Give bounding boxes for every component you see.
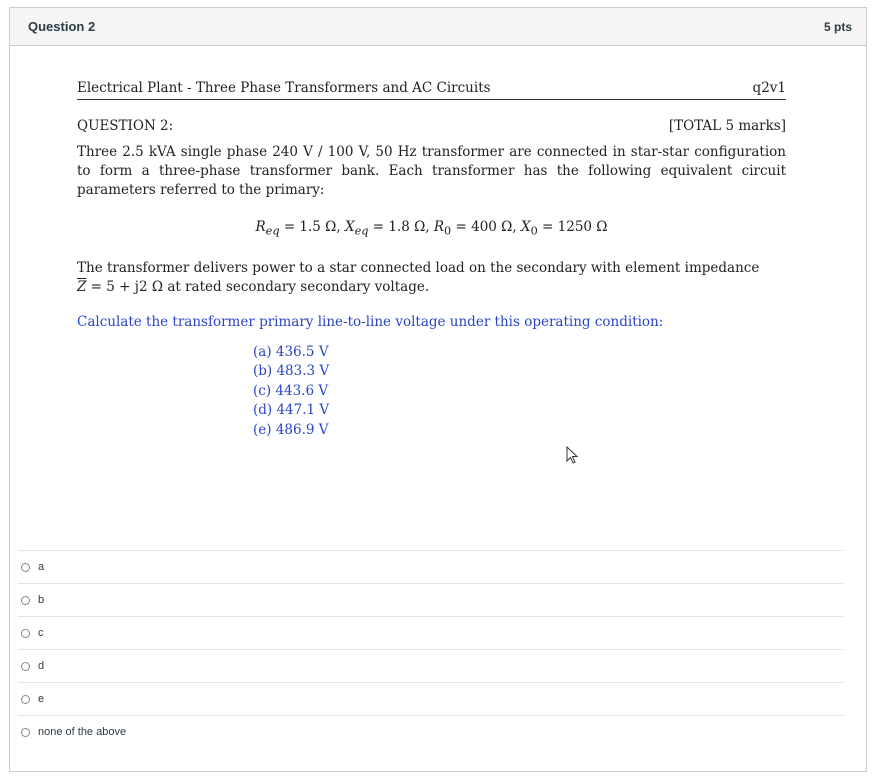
answer-option-a[interactable] (18, 550, 844, 583)
answer-label: none of the above (38, 726, 127, 738)
radio-button[interactable] (21, 596, 30, 605)
question-label: QUESTION 2: (77, 118, 174, 134)
mouse-cursor-icon (566, 446, 580, 466)
printed-options (253, 343, 786, 441)
question-paragraph-1: Three 2.5 kVA single phase 240 V / 100 V, 50 Hz transformer are connected in star-star configuration to form a three-phase transformer bank. Each transformer has the following equivalent circuit parameters referred to the primary: (77, 144, 786, 198)
answer-option-b[interactable] (18, 583, 844, 616)
answer-option-c[interactable] (18, 616, 844, 649)
paper-header-title: Electrical Plant - Three Phase Transformers and AC Circuits (77, 80, 491, 96)
question-label-row (77, 118, 786, 134)
question-points: 5 pts (823, 19, 852, 34)
question-image (77, 80, 786, 440)
impedance-symbol: $\overline{Z}$ (77, 278, 87, 295)
printed-option: (e) 486.9 V (253, 421, 329, 438)
req-value: = 1.5 Ω, (283, 219, 345, 235)
radio-button[interactable] (21, 728, 30, 737)
radio-button[interactable] (21, 563, 30, 572)
answer-option-none[interactable] (18, 715, 844, 748)
xeq-value: = 1.8 Ω, (372, 219, 434, 235)
paper-header (77, 80, 786, 100)
answer-label: d (38, 660, 45, 672)
question-title: Question 2 (28, 19, 96, 34)
printed-option: (a) 436.5 V (253, 343, 329, 360)
x0-value: = 1250 Ω (542, 219, 608, 235)
r0-value: = 400 Ω, (455, 219, 521, 235)
total-marks: [TOTAL 5 marks] (668, 118, 786, 134)
parameters-equation: $R_{eq} = 1.5$ Ω, $X_{eq} = 1.8$ Ω, $R_0 = 400$ Ω, $X_0 = 1250$ Ω (255, 219, 608, 238)
answer-label: a (38, 561, 45, 573)
answer-list (18, 550, 844, 748)
answer-label: b (38, 594, 45, 606)
answer-label: c (38, 627, 44, 639)
question-header (10, 8, 866, 46)
radio-button[interactable] (21, 629, 30, 638)
paper-header-code: q2v1 (752, 80, 786, 96)
question-paragraph-2 (77, 259, 786, 297)
paragraph-2-end: = 5 + j2 Ω at rated secondary secondary voltage. (86, 278, 430, 295)
paragraph-2-start: The transformer delivers power to a star connected load on the secondary with element impedance (77, 259, 760, 276)
answer-label: e (38, 693, 45, 705)
answer-option-e[interactable] (18, 682, 844, 715)
printed-option: (b) 483.3 V (253, 363, 330, 380)
radio-button[interactable] (21, 662, 30, 671)
radio-button[interactable] (21, 695, 30, 704)
answer-option-d[interactable] (18, 649, 844, 682)
printed-option: (d) 447.1 V (253, 402, 330, 419)
calculate-prompt: Calculate the transformer primary line-to-line voltage under this operating condition: (77, 313, 664, 330)
printed-option: (c) 443.6 V (253, 382, 329, 399)
